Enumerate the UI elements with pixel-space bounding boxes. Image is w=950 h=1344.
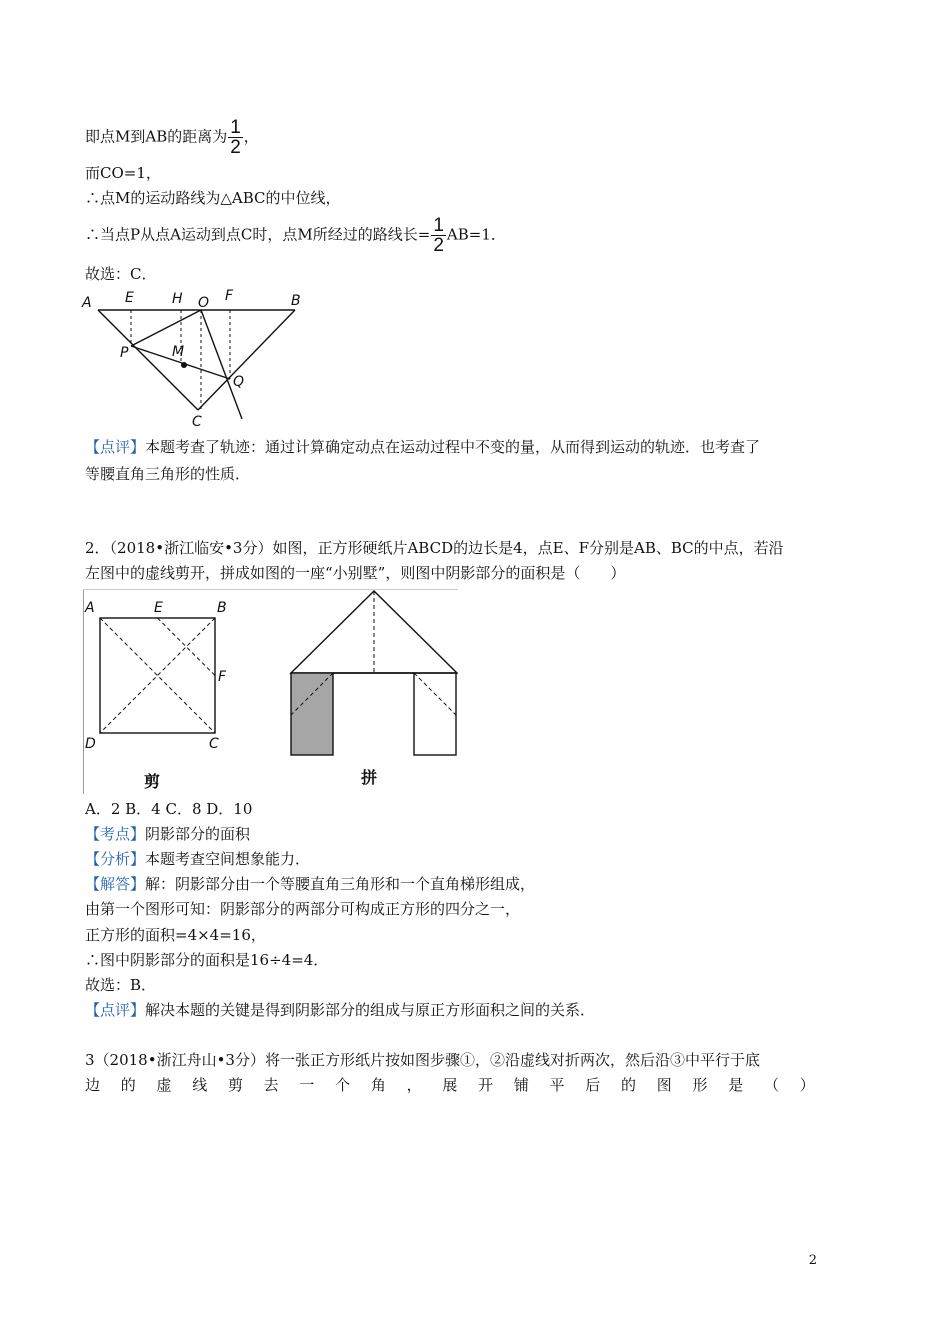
char: 边 <box>85 1076 101 1094</box>
label-H: H <box>172 291 183 307</box>
char: 是 <box>728 1076 744 1094</box>
caption-assemble: 拼 <box>361 768 378 787</box>
page-number: 2 <box>808 1253 817 1268</box>
jieda-line-5: 故选：B． <box>85 976 157 994</box>
char: 剪 <box>227 1076 243 1094</box>
char: 线 <box>192 1076 208 1094</box>
fraction-half <box>228 118 243 157</box>
char: 角 <box>370 1076 386 1094</box>
text: ， <box>243 127 259 146</box>
label-F: F <box>218 669 227 685</box>
label-F: F <box>225 288 234 304</box>
shaded-pillar <box>291 673 333 755</box>
trajectory-figure <box>80 286 320 434</box>
text: 本题考查空间想象能力． <box>145 850 311 868</box>
segment-AC <box>98 310 198 410</box>
text: 解：阴影部分由一个等腰直角三角形和一个直角梯形组成， <box>145 875 536 893</box>
comment-1-line-1 <box>85 437 760 457</box>
char: 的 <box>120 1076 136 1094</box>
text: AB=1． <box>446 225 506 244</box>
caption-cut: 剪 <box>144 772 161 791</box>
fenxi-line <box>85 849 310 869</box>
jieda-line-3: 正方形的面积=4×4=16， <box>85 926 266 944</box>
char: 后 <box>585 1076 601 1094</box>
label-C: C <box>209 736 219 752</box>
text: 本题考查了轨迹：通过计算确定动点在运动过程中不变的量，从而得到运动的轨迹．也考查了 <box>145 438 761 456</box>
jieda-line-1 <box>85 874 535 894</box>
fraction-denominator: 2 <box>433 235 444 256</box>
char: 形 <box>692 1076 708 1094</box>
solution-line-2: 而CO=1， <box>85 164 161 182</box>
char: （ <box>763 1076 779 1094</box>
line-OQ-extended <box>201 310 245 419</box>
text: ∴当点P从点A运动到点C时，点M所经过的路线长= <box>85 225 431 244</box>
fraction-numerator: 1 <box>433 215 444 236</box>
comment-2-line <box>85 1000 595 1020</box>
kaodian-line <box>85 824 250 844</box>
char: 一 <box>299 1076 315 1094</box>
solution-line-5: 故选：C． <box>85 265 157 283</box>
char: 铺 <box>513 1076 529 1094</box>
right-pillar-cut <box>414 673 456 715</box>
roof-triangle <box>291 591 457 673</box>
comment-tag: 【点评】 <box>85 1001 146 1019</box>
char: 去 <box>263 1076 279 1094</box>
char: 虚 <box>156 1076 172 1094</box>
question-2-stem-line-1: 2．（2018•浙江临安•3分）如图，正方形硬纸片ABCD的边长是4，点E、F分别是AB、BC的中点，若沿 <box>85 539 784 557</box>
segment-BC <box>198 310 295 410</box>
right-pillar <box>414 673 456 755</box>
segment-EF <box>158 618 216 676</box>
char: 开 <box>478 1076 494 1094</box>
label-E: E <box>125 290 134 306</box>
solution-line-1 <box>85 118 259 157</box>
fraction-denominator: 2 <box>230 137 241 158</box>
fenxi-tag: 【分析】 <box>85 850 146 868</box>
char: ， <box>406 1076 422 1094</box>
char: 图 <box>656 1076 672 1094</box>
question-2-stem-line-2: 左图中的虚线剪开，拼成如图的一座“小别墅”，则图中阴影部分的面积是（ ） <box>85 564 626 582</box>
point-M <box>181 362 187 368</box>
fraction-half <box>431 216 446 255</box>
segment-OP <box>131 310 201 346</box>
label-M: M <box>172 344 185 360</box>
label-A: A <box>85 600 95 616</box>
jieda-line-4: ∴图中阴影部分的面积是16÷4=4． <box>85 951 329 969</box>
label-B: B <box>217 600 227 616</box>
kaodian-tag: 【考点】 <box>85 825 146 843</box>
char: 个 <box>335 1076 351 1094</box>
fraction-numerator: 1 <box>230 117 241 138</box>
text: 解决本题的关键是得到阴影部分的组成与原正方形面积之间的关系． <box>145 1001 596 1019</box>
label-Q: Q <box>233 374 245 390</box>
label-E: E <box>154 600 163 616</box>
label-A: A <box>82 295 92 311</box>
jieda-tag: 【解答】 <box>85 875 146 893</box>
char: 平 <box>549 1076 565 1094</box>
question-2-options: A．2 B．4 C．8 D．10 <box>85 800 253 818</box>
label-P: P <box>120 345 129 361</box>
char: ） <box>799 1076 815 1094</box>
question-3-stem-line-1: 3（2018•浙江舟山•3分）将一张正方形纸片按如图步骤①，②沿虚线对折两次，然后沿③中平行于底 <box>85 1051 760 1069</box>
question-3-stem-line-2 <box>85 1075 815 1095</box>
label-B: B <box>291 293 301 309</box>
jieda-line-2: 由第一个图形可知：阴影部分的两部分可构成正方形的四分之一， <box>85 900 521 918</box>
label-O: O <box>198 295 210 311</box>
char: 展 <box>442 1076 458 1094</box>
text: 即点M到AB的距离为 <box>85 127 228 146</box>
label-D: D <box>85 736 96 752</box>
comment-1-line-2: 等腰直角三角形的性质． <box>85 465 251 483</box>
solution-line-4 <box>85 216 506 255</box>
comment-tag: 【点评】 <box>85 438 146 456</box>
solution-line-3: ∴点M的运动路线为△ABC的中位线， <box>85 189 341 207</box>
text: 阴影部分的面积 <box>145 825 251 843</box>
label-C: C <box>192 414 202 430</box>
villa-figure <box>83 589 458 794</box>
char: 的 <box>621 1076 637 1094</box>
